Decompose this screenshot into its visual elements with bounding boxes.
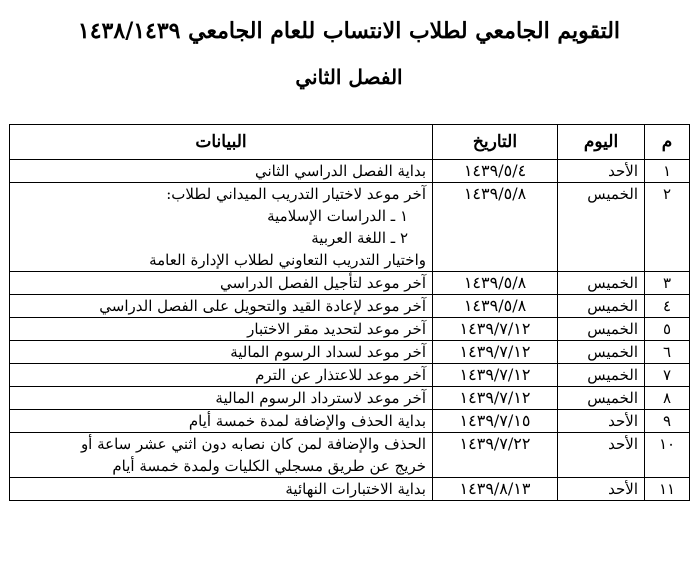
row-date: ١٤٣٩/٧/٢٢ (433, 433, 558, 478)
table-row (10, 295, 690, 318)
row-date: ١٤٣٩/٧/١٢ (433, 341, 558, 364)
description-line: بداية الحذف والإضافة لمدة خمسة أيام (188, 412, 426, 430)
row-date: ١٤٣٩/٥/٨ (433, 183, 558, 272)
table-row (10, 387, 690, 410)
description-line: آخر موعد لسداد الرسوم المالية (230, 343, 426, 361)
header-desc: البيانات (10, 125, 433, 160)
row-day: الخميس (558, 341, 645, 364)
row-number: ٩ (645, 410, 690, 433)
row-date: ١٤٣٩/٧/١٢ (433, 364, 558, 387)
row-date: ١٤٣٩/٧/١٢ (433, 387, 558, 410)
row-day: الخميس (558, 318, 645, 341)
table-row (10, 341, 690, 364)
header-day: اليوم (558, 125, 645, 160)
row-description (10, 318, 433, 341)
row-description (10, 478, 433, 501)
row-description (10, 160, 433, 183)
description-line: آخر موعد للاعتذار عن الترم (255, 366, 426, 384)
row-date: ١٤٣٩/٥/٨ (433, 272, 558, 295)
description-line: آخر موعد لتأجيل الفصل الدراسي (219, 274, 426, 292)
table-row (10, 410, 690, 433)
description-line: ٢ ـ اللغة العربية (311, 229, 408, 247)
table-header-row (10, 125, 690, 160)
row-number: ١١ (645, 478, 690, 501)
table-row (10, 160, 690, 183)
row-date: ١٤٣٩/٨/١٣ (433, 478, 558, 501)
table-row (10, 183, 690, 272)
row-day: الخميس (558, 364, 645, 387)
table-row (10, 433, 690, 478)
description-line: آخر موعد لاختيار التدريب الميداني لطلاب: (166, 185, 426, 203)
description-line: الحذف والإضافة لمن كان نصابه دون اثني عشر ساعة أو (80, 435, 426, 453)
row-day: الخميس (558, 295, 645, 318)
description-line: آخر موعد لتحديد مقر الاختبار (247, 320, 426, 338)
row-date: ١٤٣٩/٧/١٢ (433, 318, 558, 341)
row-description (10, 433, 433, 478)
description-line: خريج عن طريق مسجلي الكليات ولمدة خمسة أيام (112, 457, 426, 475)
row-number: ٥ (645, 318, 690, 341)
row-day: الخميس (558, 183, 645, 272)
row-number: ٨ (645, 387, 690, 410)
row-number: ١ (645, 160, 690, 183)
row-date: ١٤٣٩/٥/٨ (433, 295, 558, 318)
row-description (10, 272, 433, 295)
description-line: آخر موعد لإعادة القيد والتحويل على الفصل الدراسي (99, 297, 426, 315)
row-description (10, 295, 433, 318)
row-number: ٤ (645, 295, 690, 318)
row-description (10, 183, 433, 272)
row-date: ١٤٣٩/٥/٤ (433, 160, 558, 183)
row-number: ٢ (645, 183, 690, 272)
table-row (10, 318, 690, 341)
row-day: الخميس (558, 387, 645, 410)
description-line: ١ ـ الدراسات الإسلامية (267, 207, 408, 225)
description-line: واختيار التدريب التعاوني لطلاب الإدارة العامة (149, 251, 426, 269)
row-day: الأحد (558, 410, 645, 433)
row-day: الأحد (558, 433, 645, 478)
header-num: م (645, 125, 690, 160)
table-body (10, 160, 690, 501)
table-row (10, 272, 690, 295)
calendar-table (9, 124, 690, 501)
row-description (10, 341, 433, 364)
table-row (10, 364, 690, 387)
row-description (10, 364, 433, 387)
description-line: بداية الفصل الدراسي الثاني (254, 162, 426, 180)
header-date: التاريخ (433, 125, 558, 160)
row-description (10, 387, 433, 410)
row-number: ١٠ (645, 433, 690, 478)
row-description (10, 410, 433, 433)
page-subtitle: الفصل الثاني (295, 65, 403, 89)
row-number: ٧ (645, 364, 690, 387)
row-day: الأحد (558, 160, 645, 183)
description-line: آخر موعد لاسترداد الرسوم المالية (215, 389, 426, 407)
page-title: التقويم الجامعي لطلاب الانتساب للعام الجامعي ١٤٣٨/١٤٣٩ (77, 18, 621, 44)
description-line: بداية الاختبارات النهائية (285, 480, 426, 498)
row-date: ١٤٣٩/٧/١٥ (433, 410, 558, 433)
row-day: الأحد (558, 478, 645, 501)
table-row (10, 478, 690, 501)
row-day: الخميس (558, 272, 645, 295)
row-number: ٦ (645, 341, 690, 364)
row-number: ٣ (645, 272, 690, 295)
